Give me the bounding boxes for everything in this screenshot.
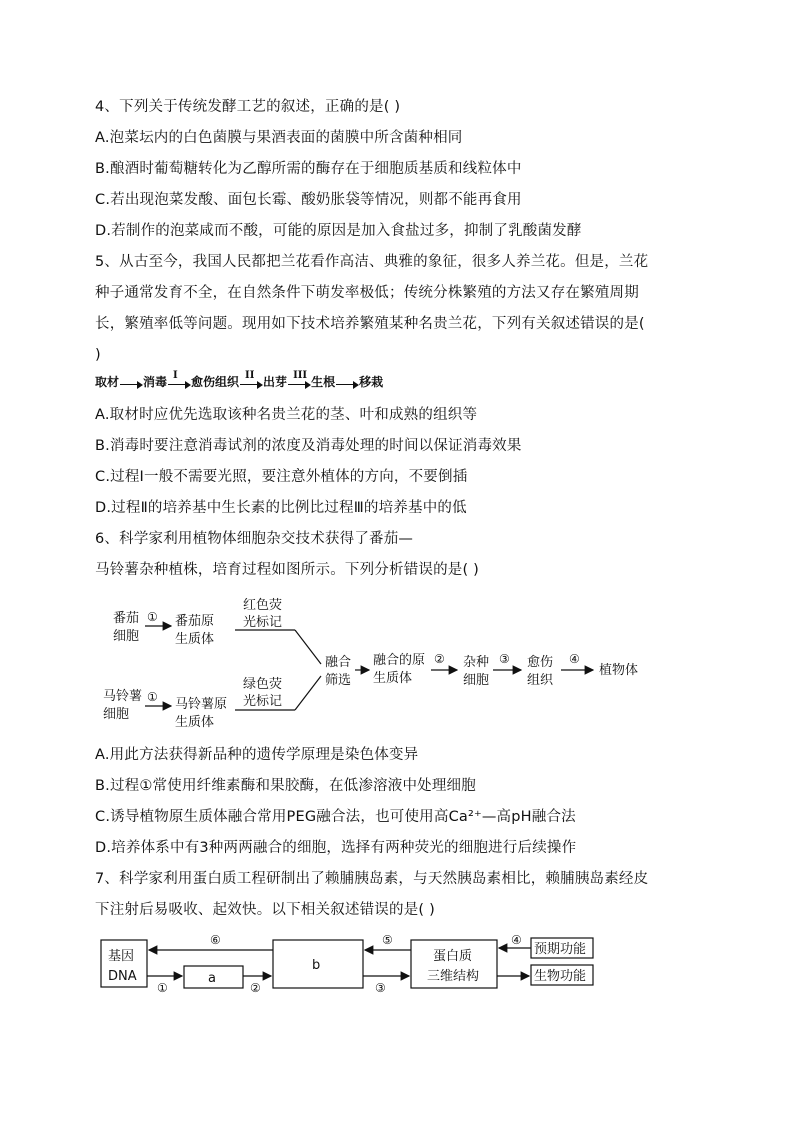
- q5-option-d: D.过程Ⅱ的培养基中生长素的比例比过程Ⅲ的培养基中的低: [95, 500, 467, 516]
- flow-step-4: 出芽: [263, 375, 288, 389]
- potato-proto-l1: 马铃薯原: [175, 697, 228, 712]
- flow-mark-iii: III: [293, 369, 308, 381]
- step-2: ②: [250, 981, 261, 995]
- q5-stem-line2: 种子通常发育不全，在自然条件下萌发率极低；传统分株繁殖的方法又存在繁殖周期: [95, 285, 639, 301]
- label-a: a: [208, 971, 216, 986]
- fused-l2: 生质体: [373, 671, 413, 686]
- label-b: b: [312, 958, 321, 973]
- q7-stem-line1: 7、科学家利用蛋白质工程研制出了赖脯胰岛素，与天然胰岛素相比，赖脯胰岛素经皮: [95, 871, 649, 887]
- q5-stem-line3: 长，繁殖率低等问题。现用如下技术培养繁殖某种名贵兰花，下列有关叙述错误的是(: [95, 316, 645, 332]
- hybrid-l1: 杂种: [463, 655, 490, 670]
- step-4: ④: [511, 933, 522, 947]
- step-5: ⑤: [382, 933, 393, 947]
- potato-cell-l2: 细胞: [103, 707, 130, 722]
- step-1: ①: [157, 981, 168, 995]
- flow-mark-i: I: [173, 369, 178, 381]
- q6-stem-line2: 马铃薯杂种植株，培育过程如图所示。下列分析错误的是( ): [95, 562, 480, 578]
- q6-stem-line1: 6、科学家利用植物体细胞杂交技术获得了番茄—: [95, 531, 414, 547]
- q4-option-c: C.若出现泡菜发酸、面包长霉、酸奶胀袋等情况，则都不能再食用: [95, 192, 522, 208]
- q5-stem-line1: 5、从古至今，我国人民都把兰花看作高洁、典雅的象征，很多人养兰花。但是，兰花: [95, 254, 649, 270]
- expected-function-label: 预期功能: [534, 942, 587, 957]
- step-1-potato: ①: [147, 690, 158, 704]
- tomato-merge-line: [295, 630, 321, 664]
- q5-option-b: B.消毒时要注意消毒试剂的浓度及消毒处理的时间以保证消毒效果: [95, 438, 522, 454]
- gene-l1: 基因: [108, 949, 135, 964]
- potato-cell-l1: 马铃薯: [103, 689, 143, 704]
- flow-mark-ii: II: [245, 369, 255, 381]
- red-label-l1: 红色荧: [243, 598, 283, 613]
- flow-step-3: 愈伤组织: [191, 375, 240, 389]
- q4-option-b: B.酿酒时葡萄糖转化为乙醇所需的酶存在于细胞质基质和线粒体中: [95, 161, 522, 177]
- flow-arrow: [335, 375, 359, 389]
- fusion-l2: 筛选: [325, 673, 352, 688]
- q6-diagram: [95, 590, 655, 735]
- step-6: ⑥: [210, 933, 221, 947]
- q5-option-c: C.过程Ⅰ一般不需要光照，要注意外植体的方向，不要倒插: [95, 469, 468, 485]
- flow-step-5: 生根: [311, 375, 336, 389]
- flow-arrow-iii: [287, 369, 311, 389]
- callus-l2: 组织: [527, 673, 554, 688]
- tomato-cell-l2: 细胞: [113, 629, 140, 644]
- q4-option-d: D.若制作的泡菜咸而不酸，可能的原因是加入食盐过多，抑制了乳酸菌发酵: [95, 223, 582, 239]
- tomato-cell-l1: 番茄: [113, 611, 140, 626]
- q6-option-d: D.培养体系中有3种两两融合的细胞，选择有两种荧光的细胞进行后续操作: [95, 840, 577, 856]
- q6-option-a: A.用此方法获得新品种的遗传学原理是染色体变异: [95, 747, 419, 763]
- q7-diagram: [95, 930, 605, 1000]
- hybrid-l2: 细胞: [463, 673, 490, 688]
- flow-step-6: 移栽: [359, 375, 384, 389]
- protein-l1: 蛋白质: [433, 949, 473, 964]
- gene-l2: DNA: [108, 969, 137, 984]
- q6-option-c: C.诱导植物原生质体融合常用PEG融合法，也可使用高Ca²⁺—高pH融合法: [95, 809, 576, 825]
- green-label-l1: 绿色荧: [243, 677, 283, 692]
- q7-stem-line2: 下注射后易吸收、起效快。以下相关叙述错误的是( ): [95, 902, 435, 918]
- q6-option-b: B.过程①常使用纤维素酶和果胶酶，在低渗溶液中处理细胞: [95, 778, 476, 794]
- flow-arrow-ii: [239, 369, 263, 389]
- flow-arrow: [119, 375, 143, 389]
- protein-l2: 三维结构: [427, 969, 480, 984]
- fusion-l1: 融合: [325, 655, 352, 670]
- fused-l1: 融合的原: [373, 653, 426, 668]
- potato-merge-line: [295, 676, 321, 710]
- step-3: ③: [375, 981, 386, 995]
- q5-stem-line4: ): [95, 347, 101, 363]
- step-2: ②: [434, 652, 445, 666]
- red-label-l2: 光标记: [243, 615, 283, 630]
- flow-arrow-i: [167, 369, 191, 389]
- q4-option-a: A.泡菜坛内的白色菌膜与果酒表面的菌膜中所含菌种相同: [95, 130, 463, 146]
- flow-step-2: 消毒: [143, 375, 168, 389]
- callus-l1: 愈伤: [527, 655, 554, 670]
- q4-stem: 4、下列关于传统发酵工艺的叙述，正确的是( ): [95, 99, 401, 115]
- step-1-tomato: ①: [147, 610, 158, 624]
- potato-proto-l2: 生质体: [175, 715, 215, 730]
- q5-flow-diagram: [95, 369, 384, 390]
- tomato-proto-l1: 番茄原: [175, 614, 215, 629]
- step-3: ③: [499, 652, 510, 666]
- plant-label: 植物体: [599, 663, 639, 678]
- q5-option-a: A.取材时应优先选取该种名贵兰花的茎、叶和成熟的组织等: [95, 407, 478, 423]
- bio-function-label: 生物功能: [534, 969, 587, 984]
- step-4: ④: [569, 652, 580, 666]
- green-label-l2: 光标记: [243, 694, 283, 709]
- flow-step-1: 取材: [95, 375, 120, 389]
- tomato-proto-l2: 生质体: [175, 632, 215, 647]
